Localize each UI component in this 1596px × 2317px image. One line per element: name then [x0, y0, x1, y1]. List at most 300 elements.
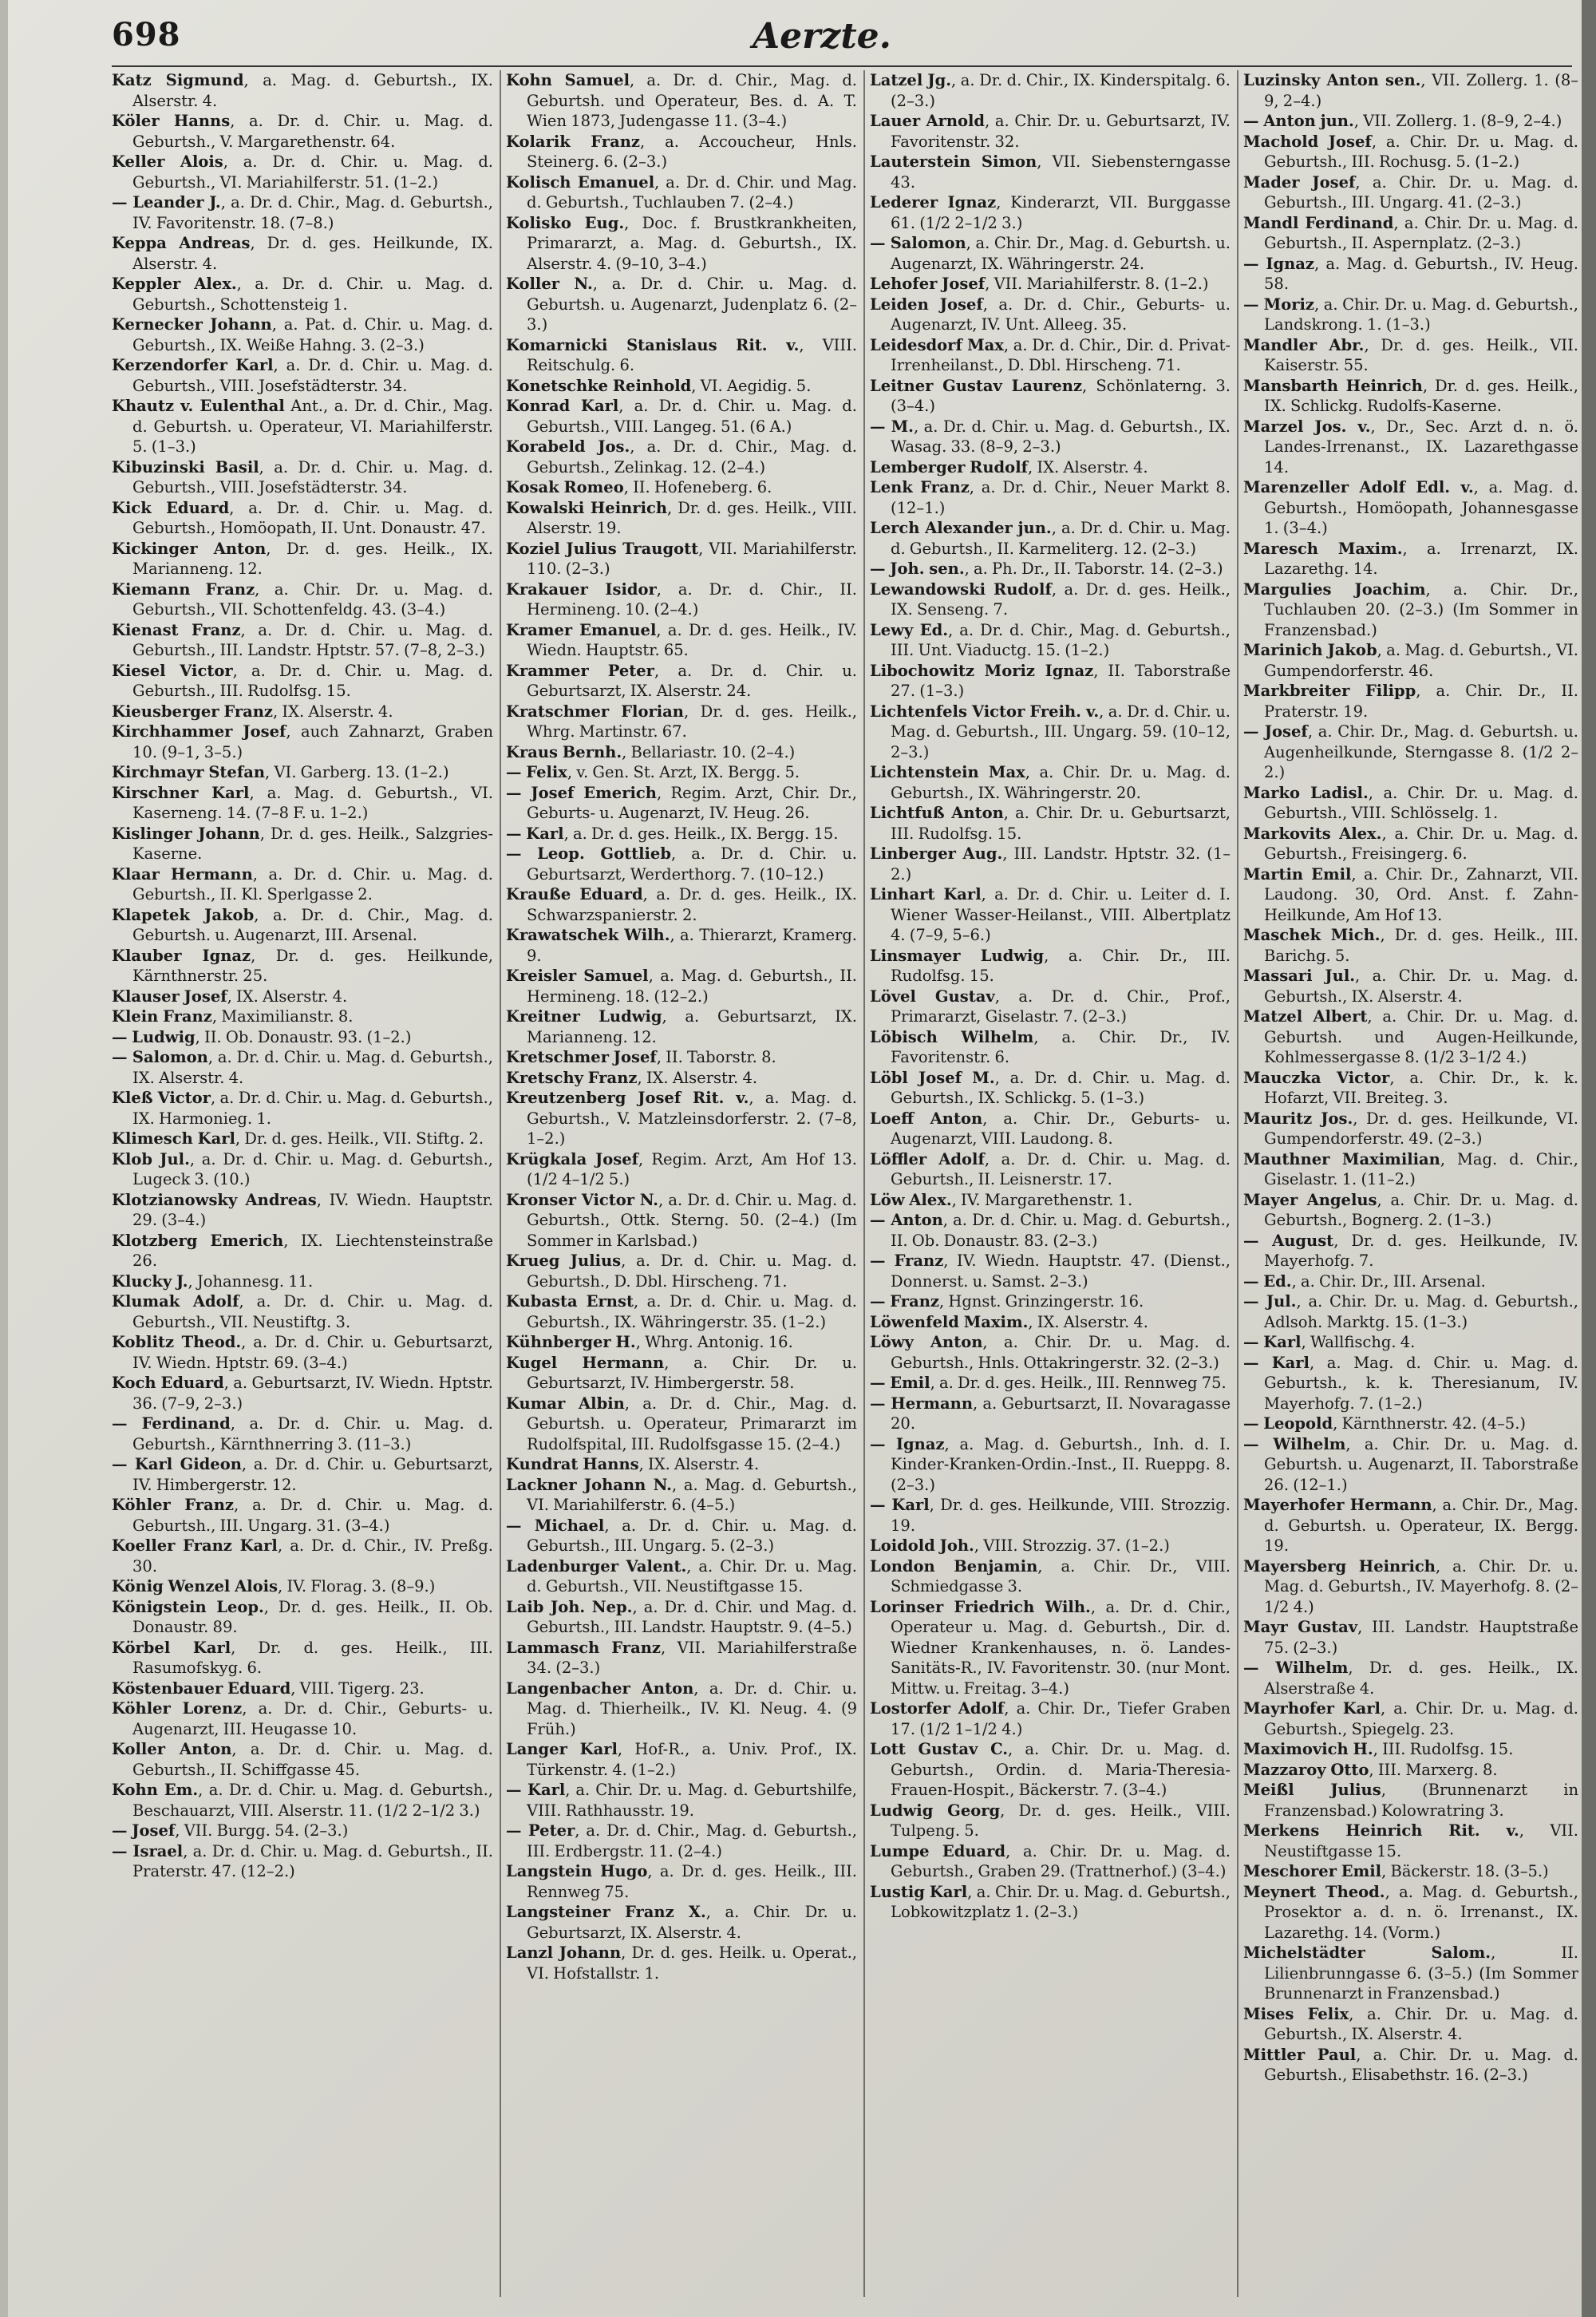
entry-name: Loidold Joh. [870, 1536, 974, 1555]
entry-details: , a. Dr. d. Chir. u. Mag. d. Geburtsh., II. Praterstr. 47. (12–2.) [132, 1841, 493, 1880]
entry-details: , III. Marxerg. 8. [1369, 1760, 1498, 1779]
entry-details: , a. Dr. d. Chir. u. Mag. d. Geburtsh., V. Margarethenstr. 64. [132, 112, 493, 151]
directory-entry [112, 1291, 493, 1332]
entry-name: Merkens Heinrich Rit. v. [1243, 1821, 1519, 1840]
entry-name: — Ed. [1243, 1271, 1292, 1291]
directory-entry [870, 274, 1231, 295]
directory-entry [1243, 1658, 1578, 1698]
entry-details: , a. Irrenarzt, IX. Lazarethg. 14. [1264, 539, 1578, 578]
entry-name: Mayer Angelus [1243, 1190, 1377, 1209]
entry-name: Lanzl Johann [506, 1943, 622, 1962]
entry-name: Lederer Ignaz [870, 193, 997, 212]
entry-name: Kühnberger H. [506, 1333, 636, 1351]
entry-details: , III. Rudolfsg. 15. [1373, 1740, 1514, 1758]
directory-entry [112, 620, 493, 661]
entry-name: Kosak Romeo [506, 478, 624, 496]
directory-entry [506, 966, 857, 1006]
directory-entry [870, 1149, 1231, 1190]
entry-name: Klumak Adolf [112, 1292, 239, 1311]
directory-entry [1243, 966, 1578, 1006]
entry-name: Langsteiner Franz X. [506, 1903, 706, 1921]
directory-entry [870, 1394, 1231, 1434]
directory-entry [870, 1210, 1231, 1251]
directory-entry [870, 1536, 1231, 1556]
entry-details: , VII. Zollerg. 1. (8–9, 2–4.) [1264, 71, 1578, 110]
directory-entry [112, 1271, 493, 1292]
directory-entry [1243, 1780, 1578, 1821]
entry-details: , IX. Alserstr. 4. [1028, 1312, 1148, 1331]
entry-details: , a. Dr. d. ges. Heilk., III. Rennweg 75. [527, 1862, 857, 1901]
entry-details: , a. Chir. Dr. u. Mag. d. Geburtsh., Graben 29. (Trattnerhof.) (3–4.) [891, 1841, 1231, 1880]
directory-entry [1243, 1617, 1578, 1658]
entry-details: , Dr. d. ges. Heilk., IX. Alserstraße 4. [1264, 1659, 1578, 1698]
directory-entry [112, 1027, 493, 1048]
directory-entry [870, 335, 1231, 376]
entry-name: — Joh. sen. [870, 559, 965, 578]
entry-details: , a. Dr. d. Chir. u. Mag. d. Geburtsh., IX. Harmonieg. 1. [132, 1089, 493, 1128]
entry-details: , Regim. Arzt, Am Hof 13. (1/2 4–1/2 5.) [527, 1149, 857, 1188]
entry-name: Klotzianowsky Andreas [112, 1190, 317, 1209]
entry-name: König Wenzel Alois [112, 1577, 279, 1595]
entry-details: , a. Dr. d. Chir., Mag. d. Geburtsh., Zelinkag. 12. (2–4.) [527, 437, 857, 476]
entry-details: , a. Chir. Dr. u. Mag. d. Geburtsh., Hnls. Ottakringerstr. 32. (2–3.) [891, 1333, 1231, 1372]
entry-details: , Dr. d. ges. Heilk., VII. Stiftg. 2. [235, 1129, 484, 1148]
entry-name: Kreisler Samuel [506, 967, 649, 985]
directory-entry [506, 70, 857, 132]
entry-details: , a. Dr. d. Chir., Geburts- u. Augenarzt, III. Heugasse 10. [132, 1699, 493, 1738]
entry-details: , a. Dr. d. Chir. u. Mag. d. Geburtsh., Ottk. Sterng. 50. (2–4.) (Im Sommer in Karlsbad.) [527, 1190, 857, 1250]
entry-name: Koblitz Theod. [112, 1333, 242, 1351]
entry-details: , a. Dr. d. Chir. und Mag. d. Geburtsh., Tuchlauben 7. (2–4.) [527, 172, 857, 212]
entry-details: , VII. Neustiftgasse 15. [1264, 1821, 1578, 1860]
entry-name: Lehofer Josef [870, 275, 986, 293]
directory-entry [1243, 335, 1578, 376]
entry-details: , VII. Siebensterngasse 43. [891, 152, 1231, 192]
column-2 [506, 70, 857, 2305]
directory-entry [870, 1109, 1231, 1149]
directory-entry [506, 274, 857, 335]
entry-name: Keller Alois [112, 152, 223, 171]
entry-details: , a. Ph. Dr., II. Taborstr. 14. (2–3.) [964, 559, 1223, 578]
directory-entry [870, 844, 1231, 884]
entry-details: , IX. Alserstr. 4. [273, 702, 393, 721]
entry-name: Konetschke Reinhold [506, 376, 692, 395]
entry-name: Koller N. [506, 275, 593, 293]
directory-entry [870, 884, 1231, 946]
directory-entry [112, 579, 493, 620]
entry-details: , a. Chir. Dr. u. Mag. d. Geburtsh., Ordin. d. Maria-Theresia-Frauen-Hospit., Bäckerstr. 7. (3–4.) [891, 1740, 1231, 1799]
entry-name: Mandl Ferdinand [1243, 213, 1394, 232]
directory-entry [506, 1190, 857, 1251]
entry-details: , a. Dr. d. Chir. u. Mag. d. Geburtsh., III. Ungarg. 5. (2–3.) [527, 1516, 857, 1555]
entry-name: — Ignaz [1243, 254, 1314, 273]
directory-entry [506, 1638, 857, 1678]
entry-name: Meißl Julius [1243, 1781, 1381, 1799]
entry-name: Loeff Anton [870, 1109, 983, 1128]
directory-entry [506, 1943, 857, 1983]
entry-details: , a. Mag. d. Geburtsh., VI. Mariahilferstr. 6. (4–5.) [527, 1475, 857, 1514]
directory-entry [1243, 925, 1578, 966]
entry-details: , a. Chir. Dr., Mag. d. Geburtsh. u. Augenheilkunde, Sterngasse 8. (1/2 2–2.) [1264, 722, 1578, 781]
entry-details: , a. Dr. d. Chir. u. Mag. d. Geburtsh., III. Ungarg. 59. (10–12, 2–3.) [891, 702, 1231, 761]
entry-name: Kramer Emanuel [506, 620, 657, 639]
entry-details: , VII. Mariahilferstr. 110. (2–3.) [527, 539, 857, 578]
entry-name: Leiden Josef [870, 295, 983, 314]
directory-entry [112, 498, 493, 539]
entry-name: — Karl [506, 1781, 566, 1799]
entry-name: Maximovich H. [1243, 1740, 1373, 1758]
entry-details: , a. Chir. Dr. u. Mag. d. Geburtsh., Spiegelg. 23. [1264, 1699, 1578, 1738]
directory-entry [112, 1088, 493, 1129]
directory-entry [1243, 1271, 1578, 1292]
entry-details: , Dr. d. ges. Heilk., IX. Schlickg. Rudolfs-Kaserne. [1264, 376, 1578, 415]
directory-entry [1243, 1006, 1578, 1068]
entry-details: , Wallfischg. 4. [1301, 1333, 1416, 1351]
entry-details: , a. Dr. d. Chir., II. Hermineng. 10. (2–4.) [527, 579, 857, 619]
entry-name: Körbel Karl [112, 1638, 231, 1657]
directory-entry [870, 579, 1231, 620]
entry-details: , Dr. d. ges. Heilk., IX. Marianneng. 12. [132, 539, 493, 578]
entry-details: , a. Dr. d. Chir. u. Mag. d. Geburtsh., Schottensteig 1. [132, 275, 493, 314]
entry-name: Köstenbauer Eduard [112, 1678, 291, 1698]
entry-details: , Dr. d. ges. Heilkunde, IV. Mayerhofg. 7. [1264, 1231, 1578, 1270]
directory-entry [1243, 1149, 1578, 1190]
entry-details: , v. Gen. St. Arzt, IX. Bergg. 5. [567, 763, 800, 781]
directory-entry [506, 1861, 857, 1902]
entry-name: — Franz [870, 1292, 939, 1311]
directory-entry [870, 1739, 1231, 1801]
entry-details: , a. Dr. d. Chir. u. Mag. d. Geburtsh., Kärnthnerring 3. (11–3.) [132, 1414, 493, 1453]
entry-name: Krueg Julius [506, 1251, 622, 1270]
directory-entry [870, 1068, 1231, 1109]
directory-entry [870, 477, 1231, 518]
directory-entry [870, 1190, 1231, 1211]
directory-entry [1243, 1943, 1578, 2004]
entry-details: , a. Chir. Dr. u. Mag. d. Geburtsh., Elisabethstr. 16. (2–3.) [1264, 2045, 1578, 2084]
directory-entry [1243, 254, 1578, 295]
entry-name: — Salomon [870, 234, 966, 252]
entry-details: , VIII. Reitschulg. 6. [527, 335, 857, 374]
entry-name: Lichtenfels Victor Freih. v. [870, 702, 1100, 721]
entry-name: Klotzberg Emerich [112, 1231, 284, 1250]
entry-name: Löffler Adolf [870, 1149, 985, 1168]
entry-details: , Bäckerstr. 18. (3–5.) [1381, 1862, 1549, 1880]
entry-details: , Dr. d. ges. Heilk., III. Barichg. 5. [1264, 926, 1578, 965]
directory-entry [506, 1780, 857, 1821]
entry-name: — August [1243, 1231, 1334, 1250]
entry-name: Koch Eduard [112, 1374, 224, 1392]
entry-name: Kickinger Anton [112, 539, 267, 558]
entry-name: Kronser Victor N. [506, 1190, 659, 1209]
entry-details: , a. Dr. d. Chir., Dir. d. Privat-Irrenheilanst., D. Dbl. Hirscheng. 71. [891, 335, 1231, 374]
entry-name: — Israel [112, 1841, 184, 1860]
entry-name: Langenbacher Anton [506, 1678, 694, 1698]
column-divider [863, 70, 865, 2297]
entry-details: , a. Chir. Dr., Mag. d. Geburtsh. u. Augenarzt, IX. Währingerstr. 24. [891, 234, 1231, 273]
entry-name: Kreutzenberg Josef Rit. v. [506, 1089, 749, 1107]
entry-details: , a. Dr. d. Chir. u. Mag. d. Geburtsh., IX. Alserstr. 4. [132, 1048, 493, 1087]
entry-name: — Leander J. [112, 193, 221, 212]
entry-name: Mayerhofer Hermann [1243, 1496, 1432, 1514]
directory-entry [870, 192, 1231, 233]
directory-entry [870, 1495, 1231, 1536]
entry-name: Kirchmayr Stefan [112, 763, 266, 781]
entry-details: , a. Dr. d. Chir. u. Geburtsarzt, IV. Wiedn. Hptstr. 69. (3–4.) [132, 1333, 493, 1372]
entry-details: , a. Chir. Dr. u. Mag. d. Geburtsh., II. Aspernplatz. (2–3.) [1264, 213, 1578, 252]
entry-name: Löw Alex. [870, 1190, 952, 1209]
entry-details: , Mag. d. Chir., Giselastr. 1. (11–2.) [1264, 1149, 1578, 1188]
entry-details: , a. Dr. d. ges. Heilk., IV. Wiedn. Hauptstr. 65. [527, 620, 857, 659]
directory-entry [506, 661, 857, 702]
directory-entry [112, 152, 493, 192]
entry-name: Kieusberger Franz [112, 702, 273, 721]
entry-details: , a. Dr. d. Chir. u. Mag. d. Geburtsh., VIII. Josefstädterstr. 34. [132, 457, 493, 496]
entry-details: , a. Dr. d. Chir. u. Mag. d. Geburtsh., Lugeck 3. (10.) [132, 1149, 493, 1188]
directory-entry [506, 1353, 857, 1394]
entry-name: Mauthner Maximilian [1243, 1149, 1440, 1168]
entry-name: Kolisch Emanuel [506, 172, 655, 192]
entry-details: , a. Dr. d. Chir. u. Mag. d. Geburtsh., VII. Neustiftg. 3. [132, 1292, 493, 1331]
entry-details: , a. Chir. Dr. u. Mag. d. Geburtsh., Landskrong. 1. (1–3.) [1264, 295, 1578, 334]
entry-name: — Leop. Gottlieb [506, 844, 671, 863]
entry-details: , a. Dr. d. Chir. u. Mag. d. Geburtsh., Homöopath, II. Unt. Donaustr. 47. [132, 498, 493, 537]
entry-details: , VIII. Strozzig. 37. (1–2.) [974, 1536, 1170, 1555]
directory-entry [112, 1638, 493, 1678]
entry-name: Lackner Johann N. [506, 1475, 672, 1494]
entry-details: , Dr. d. ges. Heilkunde, VI. Gumpendorferstr. 49. (2–3.) [1264, 1109, 1578, 1148]
entry-details: , a. Geburtsarzt, IX. Marianneng. 12. [527, 1007, 857, 1046]
entry-name: Köhler Franz [112, 1496, 234, 1514]
entry-details: , a. Chir. Dr. u. Mag. d. Geburtsh., Adlsoh. Marktg. 15. (1–3.) [1264, 1292, 1578, 1331]
entry-name: Marzel Jos. v. [1243, 417, 1371, 436]
entry-details: , a. Chir. Dr. u. Mag. d. Geburtsh., Freisingerg. 6. [1264, 824, 1578, 863]
entry-details: , II. Hofeneberg. 6. [623, 478, 772, 496]
entry-details: , a. Chir. Dr. u. Mag. d. Geburtsh., IX. Alserstr. 4. [1264, 967, 1578, 1006]
entry-details: , a. Dr. d. Chir. u. Mag. d. Geburtsh., III. Rudolfsg. 15. [132, 661, 493, 700]
directory-entry [870, 518, 1231, 559]
entry-name: — Karl [506, 824, 564, 843]
directory-entry [1243, 70, 1578, 111]
entry-details: , a. Chir. Dr. u. Mag. d. Geburtshilfe, VIII. Rathhausstr. 19. [527, 1781, 857, 1820]
entry-name: Lott Gustav C. [870, 1740, 1009, 1758]
entry-details: , a. Chir. Dr. u. Geburtsarzt, III. Rudolfsg. 15. [891, 804, 1231, 843]
entry-details: , a. Chir. Dr. u. Mag. d. Geburtsh., IX. Alserstr. 4. [1264, 2004, 1578, 2043]
directory-entry [112, 1006, 493, 1027]
directory-entry [112, 722, 493, 762]
entry-name: Lammasch Franz [506, 1638, 661, 1657]
entry-name: — Wilhelm [1243, 1434, 1346, 1453]
entry-details: , III. Landstr. Hauptstraße 75. (2–3.) [1264, 1618, 1578, 1657]
directory-entry [506, 132, 857, 172]
entry-name: Mader Josef [1243, 172, 1356, 192]
scan-edge-right [1582, 0, 1596, 2317]
entry-name: Kiesel Victor [112, 661, 233, 680]
entry-details: , II. Taborstr. 8. [656, 1048, 776, 1066]
entry-details: , a. Mag. d. Geburtsh., Homöopath, Johannesgasse 1. (3–4.) [1264, 478, 1578, 537]
directory-entry [112, 661, 493, 702]
entry-name: — Karl [1243, 1333, 1302, 1351]
entry-name: Linhart Karl [870, 885, 982, 903]
entry-name: Köler Hanns [112, 112, 231, 130]
directory-entry [506, 762, 857, 783]
entry-name: Latzel Jg. [870, 71, 952, 89]
entry-details: , a. Dr. d. Chir. u. Mag. d. Geburtsh., IX. Schlickg. 5. (1–3.) [891, 1068, 1231, 1107]
directory-entry [112, 539, 493, 579]
entry-name: Luzinsky Anton sen. [1243, 71, 1421, 89]
entry-name: Koeller Franz Karl [112, 1536, 278, 1555]
entry-details: , a. Chir. Dr. u. Geburtsarzt, IV. Favoritenstr. 32. [891, 112, 1231, 151]
entry-details: , Maximilianstr. 8. [211, 1007, 354, 1026]
directory-entry [870, 1698, 1231, 1739]
directory-entry [112, 946, 493, 987]
entry-name: — M. [870, 417, 914, 436]
entry-details: Ant., a. Dr. d. Chir., Mag. d. Geburtsh. u. Operateur, VI. Mariahilferstr. 5. (1–3.) [132, 397, 493, 456]
entry-name: Linsmayer Ludwig [870, 946, 1045, 965]
entry-name: Marenzeller Adolf Edl. v. [1243, 478, 1474, 496]
entry-details: , a. Dr. d. Chir., Mag. d. Geburtsh. u. Operateur, Primararzt im Rudolfspital, III. Rudolfsgasse 15. (2–4.) [527, 1394, 857, 1453]
directory-entry [870, 702, 1231, 763]
entry-name: — Peter [506, 1821, 575, 1840]
column-divider [1237, 70, 1238, 2297]
entry-details: , a. Dr. d. ges. Heilk., III. Rennweg 75. [930, 1374, 1227, 1392]
page-title: Aerzte. [753, 16, 891, 57]
entry-name: Kubasta Ernst [506, 1292, 634, 1311]
entry-name: — Karl [870, 1496, 930, 1514]
directory-entry [112, 1454, 493, 1495]
entry-details: , a. Dr. d. Chir. u. Mag. d. Geburtsh. u. Augenarzt, Judenplatz 6. (2–3.) [527, 275, 857, 334]
entry-details: , a. Dr. d. Chir. u. Geburtsarzt, IX. Alserstr. 24. [527, 661, 857, 700]
entry-name: Klimesch Karl [112, 1129, 235, 1148]
directory-entry [112, 396, 493, 457]
entry-details: , VII. Mariahilferstr. 8. (1–2.) [985, 275, 1209, 293]
entry-name: Meschorer Emil [1243, 1862, 1382, 1880]
entry-name: Krawatschek Wilh. [506, 926, 670, 944]
entry-name: Kraus Bernh. [506, 742, 622, 761]
directory-entry [870, 1434, 1231, 1496]
entry-name: Kreitner Ludwig [506, 1007, 662, 1026]
entry-details: , a. Chir. Dr. u. Mag. d. Geburtsh. u. Augenarzt, II. Taborstraße 26. (12–1.) [1264, 1434, 1578, 1494]
entry-details: , a. Chir. Dr., Tiefer Graben 17. (1/2 1–1/2 4.) [891, 1699, 1231, 1738]
directory-entry [506, 702, 857, 742]
entry-name: — Karl [1243, 1353, 1310, 1372]
entry-details: , a. Chir. Dr., III. Rudolfsg. 15. [891, 946, 1231, 985]
entry-details: , a. Chir. Dr., III. Arsenal. [1291, 1271, 1486, 1291]
entry-name: — Jul. [1243, 1292, 1297, 1311]
entry-details: , a. Mag. d. Geburtsh., Prosektor a. d. n. ö. Irrenanst., IX. Lazarethg. 14. (Vorm.) [1264, 1882, 1578, 1942]
entry-details: , a. Chir. Dr., Zahnarzt, VII. Laudong. 30, Ord. Anst. f. Zahn-Heilkunde, Am Hof 13. [1264, 864, 1578, 924]
directory-entry [112, 192, 493, 233]
entry-name: Ludwig Georg [870, 1801, 1001, 1820]
entry-name: Mittler Paul [1243, 2045, 1357, 2064]
directory-entry [506, 1739, 857, 1780]
directory-entry [1243, 640, 1578, 681]
directory-entry [112, 1698, 493, 1739]
entry-details: , a. Dr. d. Chir. u. Mag. d. Geburtsh., II. Karmeliterg. 12. (2–3.) [891, 519, 1231, 558]
directory-entry [870, 1027, 1231, 1068]
entry-details: , a. Dr. d. Chir. u. Mag. d. Geburtsh., Beschauarzt, VIII. Alserstr. 11. (1/2 2–1/2 3.) [132, 1781, 493, 1820]
directory-entry [1243, 1231, 1578, 1271]
entry-name: Matzel Albert [1243, 1007, 1368, 1026]
entry-name: Kumar Albin [506, 1394, 625, 1413]
entry-details: , IV. Margarethenstr. 1. [951, 1190, 1133, 1209]
directory-entry [112, 1190, 493, 1231]
entry-name: Kohn Samuel [506, 71, 630, 89]
entry-name: Ladenburger Valent. [506, 1556, 687, 1576]
entry-name: — Josef Emerich [506, 783, 657, 802]
directory-entry [506, 1454, 857, 1475]
directory-entry [1243, 1556, 1578, 1618]
directory-entry [506, 1068, 857, 1089]
entry-name: — Josef [1243, 722, 1308, 741]
entry-name: Köhler Lorenz [112, 1699, 243, 1718]
entry-details: , Whrg. Antonig. 16. [635, 1333, 793, 1351]
directory-entry [870, 1291, 1231, 1312]
entry-name: Lemberger Rudolf [870, 457, 1028, 476]
entry-name: Lenk Franz [870, 478, 970, 496]
entry-name: Libochowitz Moriz Ignaz [870, 661, 1094, 680]
entry-name: — Michael [506, 1516, 605, 1535]
directory-entry [112, 1780, 493, 1821]
column-4 [1243, 70, 1578, 2305]
header-rule [112, 65, 1572, 67]
directory-entry [1243, 1353, 1578, 1414]
entry-name: Michelstädter Salom. [1243, 1943, 1491, 1962]
entry-name: Kirchhammer Josef [112, 722, 286, 741]
entry-name: Korabeld Jos. [506, 437, 630, 456]
entry-name: Klein Franz [112, 1007, 212, 1026]
entry-details: , a. Dr. d. Chir. u. Leiter d. I. Wiener Wasser-Heilanst., VIII. Albertplatz 4. (7–9, 5–6.) [891, 885, 1231, 944]
directory-entry [506, 376, 857, 397]
entry-name: Mauritz Jos. [1243, 1109, 1353, 1128]
entry-details: , Dr. d. ges. Heilk., VII. Kaiserstr. 55. [1264, 335, 1578, 374]
entry-details: , a. Dr. d. Chir. u. Mag. d. Geburtsh., VIII. Langeg. 51. (6 A.) [527, 397, 857, 436]
directory-entry [870, 1332, 1231, 1373]
entry-name: Machold Josef [1243, 132, 1372, 151]
directory-entry [506, 172, 857, 213]
directory-entry [506, 477, 857, 498]
scan-edge-left [0, 0, 8, 2317]
entry-name: Lustig Karl [870, 1882, 968, 1901]
directory-entry [506, 1006, 857, 1047]
directory-entry [1243, 1821, 1578, 1861]
directory-entry [506, 824, 857, 844]
entry-details: , IX. Alserstr. 4. [638, 1455, 760, 1473]
entry-details: , a. Pat. d. Chir. u. Mag. d. Geburtsh., IX. Weiße Hahng. 3. (2–3.) [132, 315, 493, 354]
directory-entry [506, 1516, 857, 1556]
entry-details: , a. Dr. d. Chir. u. Geburtsarzt, IV. Himbergerstr. 12. [132, 1455, 493, 1494]
entry-details: , Dr. d. ges. Heilkunde, VIII. Strozzig. 19. [891, 1496, 1231, 1535]
entry-name: Lorinser Friedrich Wilh. [870, 1597, 1091, 1616]
entry-name: Lumpe Eduard [870, 1841, 1006, 1860]
entry-name: Mises Felix [1243, 2004, 1349, 2023]
directory-entry [870, 762, 1231, 803]
directory-entry [506, 925, 857, 966]
directory-entry [1243, 539, 1578, 579]
directory-entry [112, 987, 493, 1007]
entry-name: Mayr Gustav [1243, 1618, 1358, 1636]
directory-entry [870, 70, 1231, 111]
entry-details: , a. Chir. Dr., VIII. Schmiedgasse 3. [891, 1556, 1231, 1595]
directory-entry [112, 1414, 493, 1454]
entry-name: Mandler Abr. [1243, 335, 1365, 354]
entry-name: — Anton [870, 1211, 943, 1229]
directory-entry [870, 559, 1231, 579]
entry-name: Krammer Peter [506, 661, 654, 680]
entry-details: , a. Chir. Dr. u. Mag. d. Geburtsh., IV. Mayerhofg. 8. (2–1/2 4.) [1264, 1556, 1578, 1616]
directory-entry [1243, 783, 1578, 824]
entry-name: Lövel Gustav [870, 987, 995, 1006]
entry-name: Kislinger Johann [112, 824, 260, 843]
